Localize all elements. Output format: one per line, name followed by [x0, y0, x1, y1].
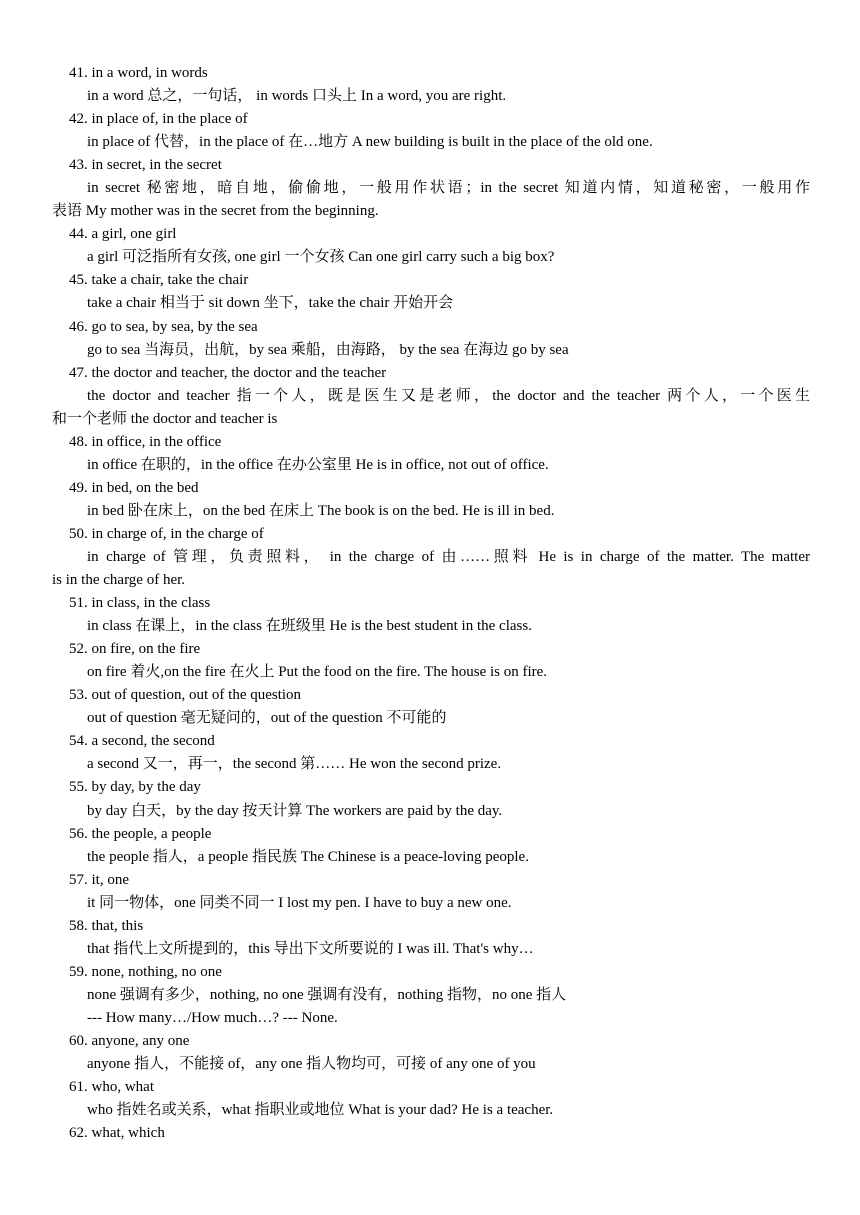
entry-text: --- How many…/How much…? --- None.: [87, 1009, 338, 1026]
entry-text: a girl 可泛指所有女孩, one girl 一个女孩 Can one girl carry such a big box?: [87, 249, 555, 266]
entry-text: in office 在职的，in the office 在办公室里 He is in office, not out of office.: [87, 456, 549, 473]
entry-continuation: is in the charge of her.: [52, 572, 186, 589]
entry-text: anyone 指人，不能接 of，any one 指人物均可，可接 of any one of you: [87, 1056, 536, 1073]
entry-text: that 指代上文所提到的，this 导出下文所要说的 I was ill. That's why…: [87, 940, 534, 957]
entry-text: who 指姓名或关系，what 指职业或地位 What is your dad? He is a teacher.: [87, 1102, 554, 1119]
entry-heading: 60. anyone, any one: [69, 1032, 190, 1049]
entry-heading: 55. by day, by the day: [69, 779, 201, 796]
entry-heading: 62. what, which: [69, 1125, 165, 1142]
entry-text: it 同一物体，one 同类不同一 I lost my pen. I have to buy a new one.: [87, 894, 512, 911]
entry-heading: 56. the people, a people: [69, 825, 212, 842]
entry-heading: 43. in secret, in the secret: [69, 157, 222, 174]
entry-heading: 52. on fire, on the fire: [69, 641, 201, 658]
entry-heading: 44. a girl, one girl: [69, 226, 177, 243]
entry-heading: 47. the doctor and teacher, the doctor and the teacher: [69, 364, 387, 381]
entry-heading: 54. a second, the second: [69, 733, 215, 750]
entry-text: in charge of 管理，负责照料， in the charge of 由……照料 He is in charge of the matter. The matter: [87, 548, 810, 565]
entry-heading: 57. it, one: [69, 871, 129, 888]
entry-heading: 59. none, nothing, no one: [69, 963, 222, 980]
entry-text: a second 又一，再一，the second 第…… He won the second prize.: [87, 756, 502, 773]
entry-text: on fire 着火,on the fire 在火上 Put the food on the fire. The house is on fire.: [87, 664, 548, 681]
entry-heading: 51. in class, in the class: [69, 595, 211, 612]
entry-text: none 强调有多少，nothing, no one 强调有没有，nothing 指物，no one 指人: [87, 986, 567, 1003]
entry-heading: 46. go to sea, by sea, by the sea: [69, 318, 258, 335]
entry-text: in secret 秘密地，暗自地，偷偷地，一般用作状语；in the secret 知道内情，知道秘密，一般用作: [87, 180, 810, 197]
entry-continuation: 和一个老师 the doctor and teacher is: [52, 410, 278, 427]
entry-heading: 42. in place of, in the place of: [69, 111, 248, 128]
entry-text: the people 指人，a people 指民族 The Chinese is a peace-loving people.: [87, 848, 529, 865]
entry-heading: 50. in charge of, in the charge of: [69, 525, 264, 542]
entry-text: in bed 卧在床上，on the bed 在床上 The book is on the bed. He is ill in bed.: [87, 502, 555, 519]
entry-text: go to sea 当海员，出航，by sea 乘船，由海路， by the sea 在海边 go by sea: [87, 341, 569, 358]
entry-heading: 48. in office, in the office: [69, 433, 222, 450]
entry-heading: 41. in a word, in words: [69, 65, 208, 81]
entry-heading: 45. take a chair, take the chair: [69, 272, 249, 289]
entry-text: in a word 总之，一句话， in words 口头上 In a word, you are right.: [87, 88, 507, 105]
entry-text: in class 在课上，in the class 在班级里 He is the best student in the class.: [87, 618, 532, 635]
entry-text: in place of 代替，in the place of 在…地方 A new building is built in the place of the old one.: [87, 134, 653, 151]
entry-continuation: 表语 My mother was in the secret from the beginning.: [52, 203, 379, 220]
entry-heading: 49. in bed, on the bed: [69, 479, 199, 496]
entry-text: take a chair 相当于 sit down 坐下，take the chair 开始开会: [87, 295, 454, 312]
entry-heading: 58. that, this: [69, 917, 144, 934]
entry-heading: 53. out of question, out of the question: [69, 687, 302, 704]
entry-heading: 61. who, what: [69, 1079, 154, 1096]
entry-text: the doctor and teacher 指一个人，既是医生又是老师，the doctor and the teacher 两个人，一个医生: [87, 387, 810, 404]
document-page: [52, 62, 810, 1145]
entry-text: out of question 毫无疑问的，out of the question 不可能的: [87, 710, 447, 727]
entry-text: by day 白天，by the day 按天计算 The workers are paid by the day.: [87, 802, 503, 819]
